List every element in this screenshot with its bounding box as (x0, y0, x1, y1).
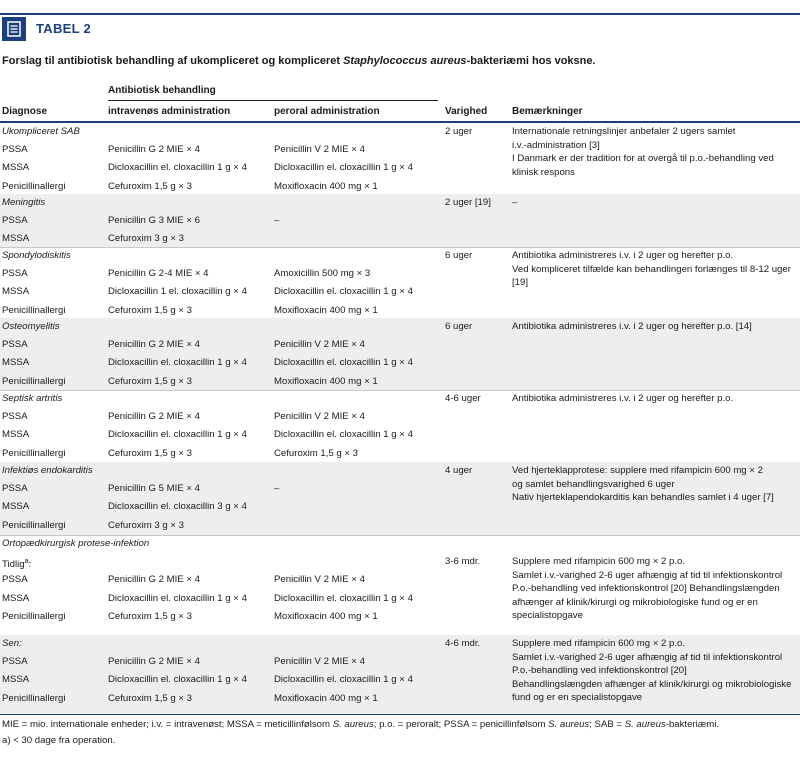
diagnose-cell: Penicillinallergi (2, 610, 66, 622)
diagnose-cell: MSSA (2, 429, 30, 441)
remarks-line: afhænger af klinik/kirurgi og mikrobiologiske fund og er en (512, 596, 758, 608)
footnote-segment: ; p.o. = peroralt; PSSA = penicillinfølsom (373, 719, 549, 730)
iv-cell: Penicillin G 2 MIE × 4 (108, 144, 200, 156)
footnote-segment: MIE = mio. internationale enheder; i.v. = intravenøst; MSSA = meticillinfølsom (2, 719, 333, 730)
footnote-segment: S. aureus (332, 719, 374, 730)
iv-cell: Penicillin G 2 MIE × 4 (108, 411, 200, 423)
diagnose-cell: PSSA (2, 656, 28, 668)
po-cell: Penicillin V 2 MIE × 4 (274, 656, 365, 668)
iv-cell: Cefuroxim 3 g × 3 (108, 519, 184, 531)
caption-text-end: -bakteriæmi hos voksne. (466, 55, 596, 67)
iv-cell: Penicillin G 2 MIE × 4 (108, 656, 200, 668)
footnote-a: a) < 30 dage fra operation. (2, 735, 116, 746)
po-cell: Dicloxacillin el. cloxacillin 1 g × 4 (274, 357, 413, 369)
po-cell: Cefuroxim 1,5 g × 3 (274, 447, 358, 459)
footnote-abbreviations (2, 719, 719, 730)
remarks-line: og samlet behandlingsvarighed 6 uger (512, 478, 675, 490)
po-cell: Moxifloxacin 400 mg × 1 (274, 180, 378, 192)
po-cell: Moxifloxacin 400 mg × 1 (274, 692, 378, 704)
table-section (0, 194, 800, 247)
po-cell: – (274, 215, 280, 227)
table-section (0, 535, 800, 635)
diagnose-cell: MSSA (2, 162, 30, 174)
iv-cell: Dicloxacillin el. cloxacillin 1 g × 4 (108, 162, 247, 174)
remarks-line: fund og er en specialistopgave (512, 692, 643, 703)
remarks-line: Supplere med rifampicin 600 mg × 2 p.o. (512, 638, 686, 649)
diagnose-cell: PSSA (2, 144, 28, 156)
table-section (0, 247, 800, 318)
po-cell: Penicillin V 2 MIE × 4 (274, 574, 365, 586)
iv-cell: Cefuroxim 1,5 g × 3 (108, 375, 192, 387)
footnote-segment: S. aureus (624, 719, 666, 730)
table-title: TABEL 2 (36, 21, 92, 36)
caption-text: Forslag til antibiotisk behandling af ukompliceret og kompliceret (2, 55, 344, 67)
remarks-line: – (512, 197, 518, 208)
remarks-line: P.o.-behandling ved infektionskontrol [20] Behandlingslængden (512, 583, 780, 595)
section-title: Ukompliceret SAB (2, 126, 80, 137)
diagnose-cell: PSSA (2, 268, 28, 280)
duration-value: 4 uger (445, 465, 473, 476)
diagnose-cell: MSSA (2, 286, 30, 298)
duration-value: 4-6 uger (445, 393, 481, 404)
iv-cell: Penicillin G 3 MIE × 6 (108, 215, 200, 227)
diagnose-cell: PSSA (2, 411, 28, 423)
po-cell: Dicloxacillin el. cloxacillin 1 g × 4 (274, 429, 413, 441)
group-header-rule (108, 100, 438, 101)
remarks-line: P.o.-behandling ved infektionskontrol [20] (512, 665, 687, 676)
diagnose-cell: Penicillinallergi (2, 447, 66, 459)
remarks-line: Antibiotika administreres i.v. i 2 uger og herefter p.o. (512, 393, 734, 404)
duration-value: 3-6 mdr. (445, 556, 481, 568)
remarks-cell (512, 320, 797, 334)
remarks-line: Behandlingslængden afhænger af klinik/kirurgi og mikrobiologiske (512, 678, 792, 690)
footnote-segment: S. aureus (548, 719, 590, 730)
remarks-line: Ved hjerteklapprotese: supplere med rifampicin 600 mg × 2 (512, 465, 763, 476)
iv-cell: Penicillin G 2-4 MIE × 4 (108, 268, 209, 280)
diagnose-cell: Penicillinallergi (2, 692, 66, 704)
diagnose-cell: PSSA (2, 339, 28, 351)
table-section (0, 462, 800, 535)
section-title: Infektiøs endokarditis (2, 465, 93, 476)
table-section (0, 123, 800, 194)
diagnose-cell: MSSA (2, 674, 30, 686)
section-subtitle: Tidlig$^a$: (2, 558, 32, 571)
remarks-cell (512, 125, 797, 179)
diagnose-cell: Penicillinallergi (2, 180, 66, 192)
diagnose-cell: Penicillinallergi (2, 304, 66, 316)
diagnose-cell: MSSA (2, 592, 30, 604)
footer-rule (0, 714, 800, 715)
remarks-line: [19] (512, 277, 529, 288)
section-title: Ortopædkirurgisk protese-infektion (2, 538, 150, 549)
remarks-line: Supplere med rifampicin 600 mg × 2 p.o. (512, 556, 686, 568)
remarks-cell (512, 392, 797, 406)
table-section (0, 318, 800, 390)
diagnose-cell: MSSA (2, 233, 30, 245)
iv-cell: Cefuroxim 3 g × 3 (108, 233, 184, 245)
po-cell: – (274, 483, 280, 495)
po-cell: Penicillin V 2 MIE × 4 (274, 144, 365, 156)
duration-value: 6 uger (445, 250, 473, 261)
section-title: Sen: (2, 638, 22, 649)
remarks-line: specialistopgave (512, 610, 583, 622)
iv-cell: Dicloxacillin el. cloxacillin 1 g × 4 (108, 429, 247, 441)
table-section (0, 390, 800, 462)
section-title: Osteomyelitis (2, 321, 60, 332)
footnote-marker: a (24, 558, 29, 566)
table-icon (2, 17, 26, 41)
remarks-line: Samlet i.v.-varighed 2-6 uger afhængig af tid til infektionskontrol (512, 569, 783, 581)
diagnose-cell: PSSA (2, 483, 28, 495)
po-cell: Dicloxacillin el. cloxacillin 1 g × 4 (274, 674, 413, 686)
iv-cell: Dicloxacillin el. cloxacillin 1 g × 4 (108, 674, 247, 686)
iv-cell: Penicillin G 2 MIE × 4 (108, 339, 200, 351)
iv-cell: Cefuroxim 1,5 g × 3 (108, 447, 192, 459)
section-title: Septisk artritis (2, 393, 63, 404)
duration-value: 2 uger [19] (445, 197, 491, 208)
col-header-iv: intravenøs administration (108, 106, 231, 117)
po-cell: Penicillin V 2 MIE × 4 (274, 339, 365, 351)
iv-cell: Cefuroxim 1,5 g × 3 (108, 304, 192, 316)
iv-cell: Dicloxacillin el. cloxacillin 3 g × 4 (108, 501, 247, 513)
col-header-varighed: Varighed (445, 106, 488, 117)
diagnose-cell: Penicillinallergi (2, 375, 66, 387)
group-header: Antibiotisk behandling (108, 85, 216, 96)
po-cell: Moxifloxacin 400 mg × 1 (274, 375, 378, 387)
diagnose-cell: Penicillinallergi (2, 519, 66, 531)
po-cell: Penicillin V 2 MIE × 4 (274, 411, 365, 423)
po-cell: Dicloxacillin el. cloxacillin 1 g × 4 (274, 286, 413, 298)
remarks-line: Antibiotika administreres i.v. i 2 uger og herefter p.o. (512, 250, 734, 261)
col-header-po: peroral administration (274, 106, 380, 117)
diagnose-cell: PSSA (2, 574, 28, 586)
table-header (0, 13, 800, 45)
diagnose-cell: MSSA (2, 501, 30, 513)
diagnose-cell: PSSA (2, 215, 28, 227)
iv-cell: Dicloxacillin el. cloxacillin 1 g × 4 (108, 592, 247, 604)
duration-value: 6 uger (445, 321, 473, 332)
remarks-cell (512, 637, 797, 705)
po-cell: Amoxicillin 500 mg × 3 (274, 268, 371, 280)
po-cell: Dicloxacillin el. cloxacillin 1 g × 4 (274, 592, 413, 604)
col-header-diagnose: Diagnose (2, 106, 48, 117)
col-header-remarks: Bemærkninger (512, 106, 583, 117)
duration-value: 4-6 mdr. (445, 638, 481, 649)
remarks-cell (512, 196, 797, 210)
remarks-cell (512, 464, 797, 505)
remarks-line: Ved kompliceret tilfælde kan behandlingen forlænges til 8-12 uger (512, 263, 791, 275)
remarks-cell (512, 555, 797, 623)
iv-cell: Cefuroxim 1,5 g × 3 (108, 692, 192, 704)
footnote-segment: -bakteriæmi. (665, 719, 720, 730)
footnote-segment: ; SAB = (589, 719, 625, 730)
iv-cell: Penicillin G 5 MIE × 4 (108, 483, 200, 495)
remarks-line: Nativ hjerteklapendokarditis kan behandles samlet i 4 uger [7] (512, 492, 774, 503)
duration-value: 2 uger (445, 126, 473, 137)
po-cell: Moxifloxacin 400 mg × 1 (274, 610, 378, 622)
iv-cell: Penicillin G 2 MIE × 4 (108, 574, 200, 586)
po-cell: Dicloxacillin el. cloxacillin 1 g × 4 (274, 162, 413, 174)
header-bar (0, 13, 800, 15)
iv-cell: Dicloxacillin el. cloxacillin 1 g × 4 (108, 357, 247, 369)
iv-cell: Dicloxacillin 1 el. cloxacillin g × 4 (108, 286, 247, 298)
table-section (0, 635, 800, 714)
subtitle-text: Tidlig (2, 559, 25, 571)
remarks-line: Samlet i.v.-varighed 2-6 uger afhængig af tid til infektionskontrol (512, 651, 783, 663)
po-cell: Moxifloxacin 400 mg × 1 (274, 304, 378, 316)
section-title: Spondylodiskitis (2, 250, 71, 261)
iv-cell: Cefuroxim 1,5 g × 3 (108, 180, 192, 192)
remarks-line: i.v.-administration [3] (512, 139, 600, 151)
section-title: Meningitis (2, 197, 46, 208)
iv-cell: Cefuroxim 1,5 g × 3 (108, 610, 192, 622)
caption-italic: Staphylococcus aureus (343, 55, 467, 67)
remarks-cell (512, 249, 797, 290)
table-caption (2, 55, 596, 67)
remarks-line: Antibiotika administreres i.v. i 2 uger og herefter p.o. [14] (512, 321, 752, 332)
remarks-line: Internationale retningslinjer anbefaler 2 ugers samlet (512, 126, 736, 137)
remarks-line: klinisk respons (512, 166, 575, 178)
remarks-line: I Danmark er der tradition for at overgå til p.o.-behandling ved (512, 153, 774, 164)
diagnose-cell: MSSA (2, 357, 30, 369)
